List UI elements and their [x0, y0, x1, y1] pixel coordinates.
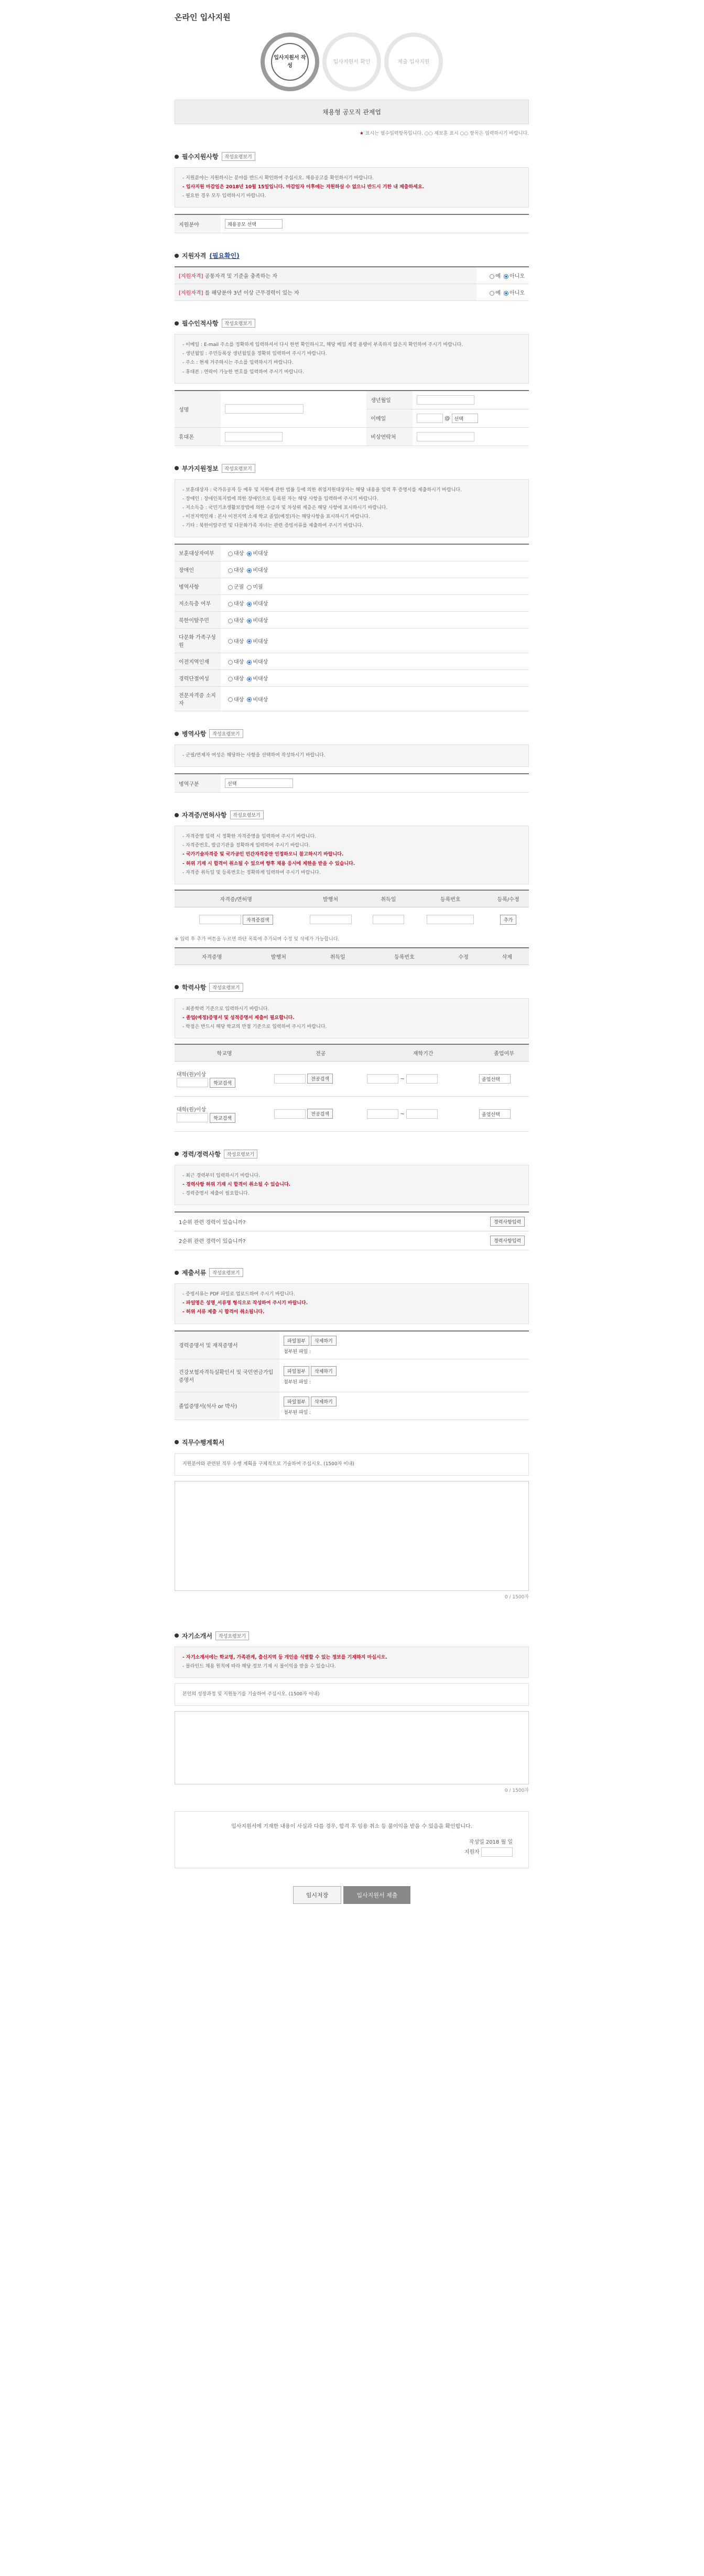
addon-label: 다문화 가족구성원 — [175, 629, 221, 653]
phone-label: 휴대폰 — [175, 427, 221, 446]
section-apply-title: 필수지원사항 — [182, 153, 219, 160]
agreement-text: 입사지원서에 기재한 내용이 사실과 다를 경우, 합격 후 임용 취소 등 불이익을 받을 수 있음을 확인합니다. — [231, 1823, 472, 1830]
addon-label: 장애인 — [175, 561, 221, 578]
page-title: 온라인 입사지원 — [175, 13, 231, 22]
addon-opt: 비대상 — [253, 659, 268, 666]
license-notice — [175, 826, 529, 884]
bullet-icon — [175, 1440, 179, 1444]
notice-line: - 지원분야는 지원하시는 분야를 반드시 확인하여 주십시오. 채용공고를 확인하시기 바랍니다. — [182, 176, 374, 181]
docs-notice — [175, 1283, 529, 1324]
addon-opt: 군필 — [234, 585, 244, 591]
bullet-icon — [175, 1633, 179, 1638]
addon-radio[interactable] — [247, 677, 252, 681]
birth-label: 생년월일 — [366, 391, 413, 409]
section-license — [175, 810, 529, 965]
addon-opt: 비대상 — [253, 638, 268, 645]
addon-radio[interactable] — [247, 602, 252, 607]
addon-opt: 대상 — [234, 697, 244, 703]
section-docs-header — [175, 1268, 529, 1277]
bullet-icon — [175, 732, 179, 736]
education-table — [175, 1044, 529, 1132]
section-intro-header — [175, 1631, 529, 1640]
addon-radio[interactable] — [228, 585, 233, 590]
addon-radio[interactable] — [247, 639, 252, 644]
section-docs-title: 제출서류 — [182, 1269, 207, 1277]
file-status: 첨부된 파일 : — [284, 1379, 311, 1385]
addon-radio[interactable] — [247, 660, 252, 665]
addon-opt: 대상 — [234, 618, 244, 624]
notice-line: - 파일명은 성명_서류명 형식으로 작성하여 주시기 바랍니다. — [182, 1301, 308, 1306]
agreement-date — [191, 1838, 513, 1857]
date-label: 작성일 — [469, 1839, 484, 1845]
yes-label: 예 — [495, 290, 501, 297]
temp-save-button[interactable]: 임시저장 — [293, 1886, 342, 1904]
notice-line: - 경력증명서 제출이 필요합니다. — [182, 1191, 250, 1197]
notice-line: - 자격증명 입력 시 정확한 자격증명을 입력하여 주시기 바랍니다. — [182, 834, 317, 840]
phone-input[interactable] — [225, 432, 283, 441]
section-license-title: 자격증/면허사항 — [182, 811, 227, 819]
notice-line: - 이메일 : E-mail 주소를 정확하게 입력하셔서 다시 한번 확인하시고, 해당 메일 계정 용량이 부족하지 않은지 확인하여 주시기 바랍니다. — [182, 342, 463, 348]
addon-radio[interactable] — [228, 619, 233, 623]
target-row — [175, 267, 476, 284]
file-attach-button[interactable]: 파일첨부 — [284, 1366, 309, 1376]
section-education-title: 학력사항 — [182, 983, 207, 991]
file-delete-button[interactable]: 삭제하기 — [311, 1336, 337, 1346]
help-button[interactable]: 작성요령보기 — [209, 1268, 243, 1277]
star-icon: ★ — [359, 131, 364, 136]
addon-radio[interactable] — [228, 568, 233, 573]
email-id-input[interactable] — [417, 414, 443, 423]
essay-textarea[interactable] — [175, 1481, 529, 1591]
notice-line: - 블라인드 채용 원칙에 따라 해당 정보 기재 시 불이익을 받을 수 있습니다. — [182, 1663, 336, 1669]
step-2-label: 입사지원서 확인 — [333, 59, 371, 65]
education-row: 대학(원)이상 학교검색 전공검색 ~ 졸업선택 — [175, 1061, 529, 1096]
grad-select[interactable]: 졸업선택 — [479, 1109, 511, 1119]
career-input-button[interactable]: 경력사항입력 — [490, 1217, 525, 1227]
section-target-header — [175, 251, 529, 260]
license-list-table — [175, 947, 529, 965]
doc-label: 건강보험자격득실확인서 및 국민연금가입증명서 — [175, 1359, 279, 1392]
notice-line: - 졸업(예정)증명서 및 성적증명서 제출이 필요합니다. — [182, 1015, 295, 1021]
notice-line: - 휴대폰 : 연락이 가능한 번호를 입력하여 주시기 바랍니다. — [182, 369, 304, 375]
field-label: 지원분야 — [175, 214, 221, 233]
end-date-input[interactable] — [406, 1074, 438, 1084]
section-target-title: 지원자격 — [182, 252, 207, 260]
col-header: 등록/수정 — [488, 890, 529, 907]
section-military-title: 병역사항 — [182, 730, 207, 738]
military-select[interactable]: 선택 — [225, 778, 293, 788]
military-table — [175, 773, 529, 793]
target-tag: [지원자격] — [179, 274, 203, 280]
addon-radio[interactable] — [228, 639, 233, 644]
section-addon — [175, 464, 529, 711]
addon-radio[interactable] — [228, 660, 233, 665]
military-notice: - 군필/면제자 여성은 해당하는 사항을 선택하여 작성하시기 바랍니다. — [175, 744, 529, 767]
school-input[interactable] — [177, 1113, 208, 1122]
col-header: 자격증/면허명 — [175, 890, 297, 907]
col-header: 수정 — [441, 948, 485, 965]
notice-line: - 저소득층 : 국민기초생활보장법에 의한 수급자 및 차상위 계층은 해당 사항에 표시하시기 바랍니다. — [182, 505, 388, 511]
addon-opt: 대상 — [234, 659, 244, 666]
addon-label: 병역사항 — [175, 578, 221, 595]
license-date-input[interactable] — [373, 915, 404, 924]
help-button[interactable]: 작성요령보기 — [222, 319, 255, 328]
addon-label: 전문자격증 소지자 — [175, 687, 221, 711]
notice-line: - 장애인 : 장애인복지법에 의한 장애인으로 등록된 자는 해당 사항을 입력하여 주시기 바랍니다. — [182, 496, 378, 502]
start-date-input[interactable] — [367, 1074, 398, 1084]
section-education-header — [175, 983, 529, 992]
doc-label: 경력증명서 및 재직증명서 — [175, 1331, 279, 1359]
file-delete-button[interactable]: 삭제하기 — [311, 1397, 337, 1406]
bullet-icon — [175, 985, 179, 989]
major-search-button[interactable]: 전공검색 — [307, 1074, 333, 1084]
intro-notice — [175, 1647, 529, 1678]
career-input-button[interactable]: 경력사항입력 — [490, 1236, 525, 1246]
step-1-label: 입사지원서 작성 — [271, 43, 309, 81]
grad-select[interactable]: 졸업선택 — [479, 1074, 511, 1084]
license-input-table — [175, 890, 529, 932]
help-button[interactable]: 작성요령보기 — [209, 983, 243, 992]
section-education — [175, 983, 529, 1132]
docs-table — [175, 1330, 529, 1420]
emergency-label: 비상연락처 — [366, 427, 413, 446]
bottom-actions — [175, 1886, 529, 1904]
intro-textarea[interactable] — [175, 1711, 529, 1784]
col-header: 전공 — [274, 1044, 367, 1062]
section-target — [175, 251, 529, 301]
submit-button[interactable]: 입사지원서 제출 — [343, 1886, 410, 1904]
notice-line: - 최종학력 기준으로 입력하시기 바랍니다. — [182, 1006, 269, 1012]
bullet-icon — [175, 155, 179, 159]
apply-notice — [175, 167, 529, 208]
addon-opt: 대상 — [234, 568, 244, 574]
bullet-icon — [175, 1271, 179, 1275]
career-question: 2순위 관련 경력이 있습니까? — [179, 1239, 246, 1245]
no-label: 아니오 — [510, 290, 525, 297]
addon-opt: 대상 — [234, 601, 244, 608]
date-year: 2018 — [485, 1839, 500, 1845]
col-header: 발행처 — [249, 948, 308, 965]
step-1 — [261, 33, 319, 91]
date-month: 월 — [501, 1839, 506, 1845]
help-button[interactable]: 작성요령보기 — [209, 729, 243, 738]
notice-line: - 최근 경력부터 입력하시기 바랍니다. — [182, 1173, 260, 1178]
name-label: 성명 — [175, 391, 221, 428]
notice-line: - 필요한 경우 모두 입력하시기 바랍니다. — [182, 193, 266, 199]
step-3-label: 제출 입사지원 — [397, 59, 430, 65]
target-row — [175, 284, 476, 301]
date-day: 일 — [507, 1839, 513, 1845]
essay-prompt: 지원분야와 관련된 직무 수행 계획을 구체적으로 기술하여 주십시오. (1500자 이내) — [175, 1453, 529, 1476]
personal-notice — [175, 334, 529, 383]
education-row: 대학(원)이상 학교검색 전공검색 ~ 졸업선택 — [175, 1096, 529, 1131]
section-career — [175, 1150, 529, 1250]
step-2 — [322, 33, 381, 91]
notice-line: - 자기소개서에는 학교명, 가족관계, 출신지역 등 개인을 식별할 수 있는 정보를 기재하지 마십시오. — [182, 1654, 387, 1660]
legend-text: 표시는 필수입력항목입니다. ○○ 재보훈 표시 ○○ 항목은 입력하시기 바랍니다. — [365, 131, 529, 136]
career-question: 1순위 관련 경력이 있습니까? — [179, 1220, 246, 1226]
no-radio[interactable] — [504, 291, 508, 296]
doc-label: 졸업증명서(석사 or 박사) — [175, 1392, 279, 1420]
addon-opt: 비대상 — [253, 551, 268, 557]
yes-radio[interactable] — [490, 274, 494, 279]
section-intro — [175, 1631, 529, 1793]
section-apply — [175, 152, 529, 233]
applicant-label: 지원자 — [464, 1849, 480, 1855]
col-header: 학교명 — [175, 1044, 274, 1062]
intro-prompt: 본인의 성장과정 및 지원동기를 기술하여 주십시오. (1500자 이내) — [175, 1683, 529, 1706]
help-button[interactable]: 작성요령보기 — [215, 1631, 249, 1640]
school-search-button[interactable]: 학교검색 — [210, 1113, 235, 1123]
addon-table — [175, 544, 529, 711]
yes-radio[interactable] — [490, 291, 494, 296]
notice-line: - 허위 서류 제출 시 합격이 취소됩니다. — [182, 1309, 265, 1315]
career-row — [175, 1231, 529, 1250]
addon-radio[interactable] — [228, 551, 233, 556]
license-add-button[interactable]: 추가 — [500, 915, 516, 925]
notice-line: - 주소 : 현재 거주하시는 주소를 입력하시기 바랍니다. — [182, 360, 294, 366]
emergency-input[interactable] — [417, 432, 474, 441]
personal-table: 성명 생년월일 이메일 @ 선택 휴대폰 비상연락처 — [175, 390, 529, 446]
career-table — [175, 1211, 529, 1250]
major-search-button[interactable]: 전공검색 — [307, 1109, 333, 1119]
target-tag: [지원자격] — [179, 290, 203, 297]
notice-line: - 생년월일 : 주민등록상 생년월일을 정확히 입력하여 주시기 바랍니다. — [182, 351, 327, 357]
notice-line: - 자격증번호, 발급기관을 정확하게 입력하여 주시기 바랍니다. — [182, 843, 310, 849]
section-military-header — [175, 729, 529, 738]
bullet-icon — [175, 466, 179, 470]
section-essay-header — [175, 1438, 529, 1447]
file-delete-button[interactable]: 삭제하기 — [311, 1366, 337, 1376]
name-input[interactable] — [225, 404, 304, 414]
education-notice — [175, 998, 529, 1038]
help-button[interactable]: 작성요령보기 — [230, 810, 264, 819]
help-button[interactable]: 작성요령보기 — [222, 464, 255, 473]
requirement-link[interactable]: (필요확인) — [209, 252, 240, 260]
license-search-button[interactable]: 자격증검색 — [243, 915, 273, 925]
notice-line: - 증빙서류는 PDF 파일로 업로드하여 주시기 바랍니다. — [182, 1292, 295, 1297]
bullet-icon — [175, 254, 179, 258]
apply-table — [175, 214, 529, 233]
essay-counter: 0 / 1500자 — [504, 1594, 529, 1600]
no-label: 아니오 — [510, 274, 525, 280]
step-indicator — [175, 33, 529, 95]
field-select[interactable]: 채용공모 선택 — [225, 219, 283, 229]
addon-radio[interactable] — [228, 677, 233, 681]
section-personal-title: 필수인적사항 — [182, 320, 219, 328]
license-list-note: ※ 입력 후 추가 버튼을 누르면 하단 목록에 추가되며 수정 및 삭제가 가능합니다. — [175, 936, 340, 942]
section-military — [175, 729, 529, 793]
addon-opt: 비대상 — [253, 601, 268, 608]
notice-line: - 기타 : 북한이탈주민 및 다문화가족 자녀는 관련 증빙서류를 제출하여 주시기 바랍니다. — [182, 523, 363, 529]
career-row — [175, 1213, 529, 1231]
notice-line: - 허위 기재 시 합격이 취소될 수 있으며 향후 채용 응시에 제한을 받을 수 있습니다. — [182, 861, 355, 867]
addon-notice — [175, 479, 529, 537]
addon-radio[interactable] — [228, 602, 233, 607]
addon-radio[interactable] — [247, 697, 252, 702]
addon-opt: 미필 — [253, 585, 263, 591]
section-apply-header — [175, 152, 529, 161]
step-3 — [384, 33, 443, 91]
section-license-header — [175, 810, 529, 819]
section-docs — [175, 1268, 529, 1420]
email-label: 이메일 — [366, 409, 413, 427]
col-header: 취득일 — [364, 890, 414, 907]
col-header: 삭제 — [485, 948, 529, 965]
addon-label: 저소득층 여부 — [175, 595, 221, 612]
notice-line: - 입사지원 마감일은 2018년 10월 15일입니다. 마감일자 이후에는 지원하실 수 없으니 반드시 기한 내 제출하세요. — [182, 185, 424, 190]
file-attach-button[interactable]: 파일첨부 — [284, 1397, 309, 1406]
notice-line: - 이전지역인재 : 본사 이전지역 소재 학교 졸업(예정)자는 해당사항을 표시하시기 바랍니다. — [182, 514, 370, 519]
notice-line: - 경력사항 허위 기재 시 합격이 취소될 수 있습니다. — [182, 1182, 291, 1188]
help-button[interactable]: 작성요령보기 — [222, 152, 255, 161]
end-date-input[interactable] — [406, 1109, 438, 1119]
addon-radio[interactable] — [247, 568, 252, 573]
section-essay — [175, 1438, 529, 1600]
col-header: 발행처 — [297, 890, 363, 907]
file-status: 첨부된 파일 : — [284, 1349, 311, 1355]
col-header: 재학기간 — [367, 1044, 479, 1062]
section-addon-header — [175, 464, 529, 473]
col-header: 등록번호 — [413, 890, 488, 907]
section-career-header — [175, 1150, 529, 1159]
addon-opt: 대상 — [234, 551, 244, 557]
addon-opt: 비대상 — [253, 618, 268, 624]
school-level: 대학(원)이상 — [177, 1107, 207, 1113]
file-attach-button[interactable]: 파일첨부 — [284, 1336, 309, 1346]
license-issuer-input[interactable] — [310, 915, 352, 924]
addon-label: 경력단절여성 — [175, 670, 221, 687]
intro-counter: 0 / 1500자 — [504, 1788, 529, 1793]
section-intro-title: 자기소개서 — [182, 1632, 212, 1640]
addon-label: 보훈대상자여부 — [175, 544, 221, 561]
addon-opt: 대상 — [234, 638, 244, 645]
addon-label: 이전지역인재 — [175, 653, 221, 670]
notice-line: - 보훈대상자 : 국가유공자 등 예우 및 지원에 관한 법률 등에 의한 취업지원대상자는 해당 내용을 입력 후 증명서를 제출하시기 바랍니다. — [182, 487, 462, 493]
col-header: 졸업여부 — [479, 1044, 529, 1062]
col-header: 취득일 — [308, 948, 367, 965]
school-search-button[interactable]: 학교검색 — [210, 1078, 235, 1088]
help-button[interactable]: 작성요령보기 — [224, 1150, 257, 1159]
bullet-icon — [175, 813, 179, 817]
career-notice — [175, 1165, 529, 1205]
addon-radio[interactable] — [228, 697, 233, 702]
license-name-input[interactable] — [199, 915, 241, 924]
license-number-input[interactable] — [427, 915, 474, 924]
military-label: 병역구분 — [175, 774, 221, 793]
school-input[interactable] — [177, 1078, 208, 1087]
section-personal — [175, 319, 529, 446]
applicant-name-input[interactable] — [481, 1847, 513, 1857]
email-domain-select[interactable]: 선택 — [452, 414, 478, 423]
notice-line: - 국가기술자격증 및 국가공인 민간자격증만 인정하오니 참고하시기 바랍니다. — [182, 852, 344, 858]
job-banner: 채용형 공모직 관제업 — [175, 100, 529, 124]
target-table — [175, 266, 529, 301]
agreement-box — [175, 1811, 529, 1868]
addon-opt: 비대상 — [253, 568, 268, 574]
bullet-icon — [175, 1152, 179, 1156]
school-level: 대학(원)이상 — [177, 1071, 207, 1078]
addon-radio[interactable] — [247, 585, 252, 590]
addon-radio[interactable] — [247, 619, 252, 623]
section-personal-header — [175, 319, 529, 328]
section-addon-title: 부가지원정보 — [182, 464, 219, 472]
major-input[interactable] — [274, 1109, 306, 1119]
target-text: 공통자격 및 기준을 충족하는 자 — [204, 274, 277, 280]
col-header: 등록번호 — [367, 948, 441, 965]
addon-opt: 비대상 — [253, 697, 268, 703]
major-input[interactable] — [274, 1074, 306, 1084]
notice-line: - 학점은 반드시 해당 학교의 만점 기준으로 입력하여 주시기 바랍니다. — [182, 1024, 327, 1030]
notice-line: - 자격증 취득일 및 등록번호는 정확하게 입력하여 주시기 바랍니다. — [182, 870, 321, 875]
legend-note — [175, 129, 529, 136]
yes-label: 예 — [495, 274, 501, 280]
addon-radio[interactable] — [247, 551, 252, 556]
section-career-title: 경력/경력사항 — [182, 1150, 221, 1158]
addon-label: 북한이탈주민 — [175, 612, 221, 629]
addon-opt: 대상 — [234, 676, 244, 683]
file-status: 첨부된 파일 : — [284, 1410, 311, 1415]
main-container — [175, 0, 529, 1904]
addon-opt: 비대상 — [253, 676, 268, 683]
col-header: 자격증명 — [175, 948, 249, 965]
target-text: 를 해당분야 3년 이상 근무경력이 있는 자 — [204, 290, 299, 297]
no-radio[interactable] — [504, 274, 508, 279]
start-date-input[interactable] — [367, 1109, 398, 1119]
birth-input[interactable] — [417, 395, 474, 405]
section-essay-title: 직무수행계획서 — [182, 1438, 225, 1446]
bullet-icon — [175, 321, 179, 326]
